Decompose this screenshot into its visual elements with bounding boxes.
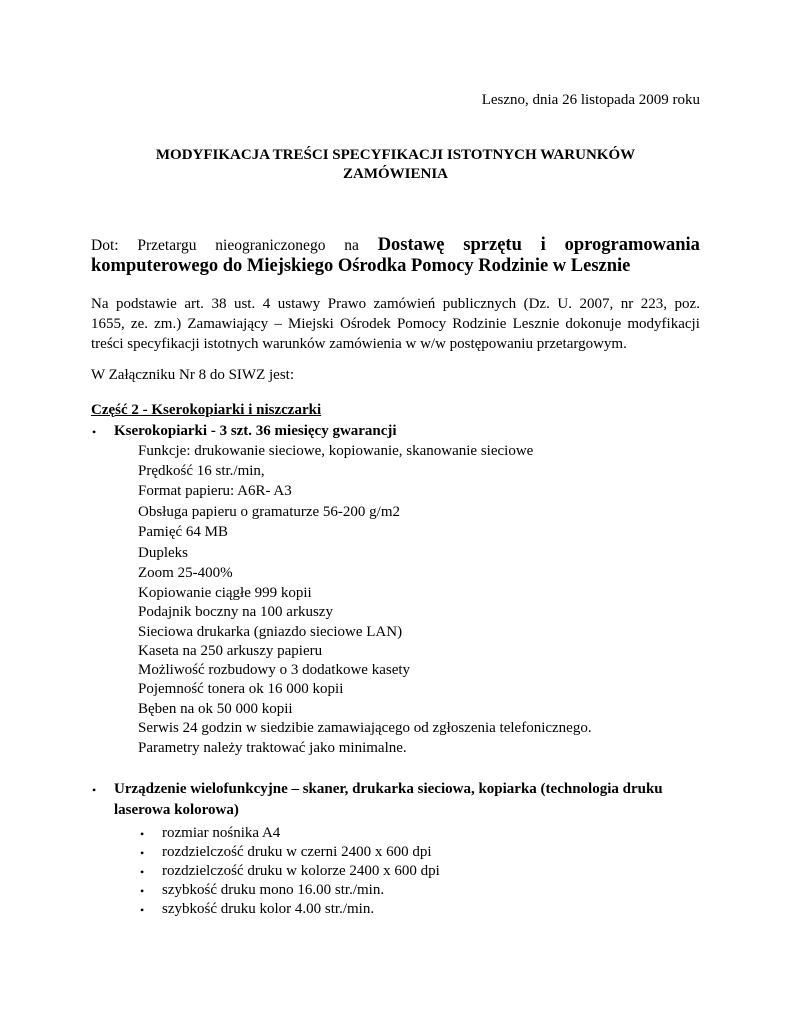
feature-item: rozdzielczość druku w kolorze 2400 x 600 dpi — [162, 863, 440, 879]
spec-item: Format papieru: A6R- A3 — [138, 483, 292, 499]
paragraph-word: Lesznie — [512, 316, 560, 332]
paragraph-word: dokonuje — [565, 316, 622, 332]
paragraph-word: podstawie — [116, 296, 177, 312]
paragraph-word: – — [274, 316, 282, 332]
subject-word-bold: sprzętu — [463, 235, 522, 255]
paragraph-word: 1655, — [91, 316, 125, 332]
document-title-line-2: ZAMÓWIENIA — [342, 166, 448, 182]
spec-item: Prędkość 16 str./min, — [138, 463, 265, 479]
bullet-icon: • — [140, 865, 145, 879]
paragraph-line-2 — [91, 314, 700, 334]
bullet-icon: • — [140, 827, 145, 841]
paragraph-word: Zamawiający — [187, 316, 269, 332]
paragraph-word: ze. — [130, 316, 148, 332]
section-2-label-line-2: laserowa kolorowa) — [114, 802, 239, 818]
feature-item: szybkość druku mono 16.00 str./min. — [162, 882, 385, 898]
spec-item: Kopiowanie ciągłe 999 kopii — [138, 585, 312, 601]
paragraph-word: 4 — [262, 296, 271, 312]
paragraph-word: art. — [184, 296, 204, 312]
subject-line — [91, 235, 700, 256]
bullet-icon: • — [140, 903, 145, 917]
subject-word: nieograniczonego — [215, 237, 326, 254]
spec-item: Pojemność tonera ok 16 000 kopii — [138, 681, 344, 697]
paragraph-word: zm.) — [154, 316, 182, 332]
spec-item: Pamięć 64 MB — [138, 524, 228, 540]
paragraph-line-3: treści specyfikacji istotnych warunków zamówienia w w/w postępowaniu przetargowym. — [91, 336, 627, 352]
spec-item: Sieciowa drukarka (gniazdo sieciowe LAN) — [138, 624, 403, 640]
bullet-icon: • — [140, 884, 145, 898]
paragraph-word: Rodzinie — [452, 316, 507, 332]
section-2-label-line-1: Urządzenie wielofunkcyjne – skaner, drukarka sieciowa, kopiarka (technologia druku — [114, 781, 663, 797]
paragraph-word: publicznych — [442, 296, 517, 312]
feature-item: szybkość druku kolor 4.00 str./min. — [162, 901, 375, 917]
spec-item: Funkcje: drukowanie sieciowe, kopiowanie, skanowanie sieciowe — [138, 443, 534, 459]
subject-word: Dot: — [91, 237, 119, 254]
paragraph-word: Ośrodek — [339, 316, 391, 332]
paragraph-word: Pomocy — [396, 316, 447, 332]
subject-word-bold: Dostawę — [377, 235, 445, 255]
paragraph-word: (Dz. — [523, 296, 550, 312]
spec-item: Dupleks — [138, 545, 188, 561]
spec-item: Obsługa papieru o gramaturze 56-200 g/m2 — [138, 504, 401, 520]
paragraph-word: 223, — [640, 296, 668, 312]
paragraph-word: ustawy — [277, 296, 321, 312]
spec-item: Serwis 24 godzin w siedzibie zamawiającego od zgłoszenia telefonicznego. — [138, 720, 592, 736]
subject-line-2: komputerowego do Miejskiego Ośrodka Pomocy Rodzinie w Lesznie — [91, 256, 631, 276]
legal-paragraph — [91, 294, 700, 354]
subject-word-bold: oprogramowania — [564, 235, 700, 255]
paragraph-word: poz. — [674, 296, 700, 312]
paragraph-line-1 — [91, 294, 700, 314]
paragraph-word: nr — [620, 296, 634, 312]
spec-item: Podajnik boczny na 100 arkuszy — [138, 604, 333, 620]
paragraph-word: Prawo — [327, 296, 367, 312]
document-title-line-1: MODYFIKACJA TREŚCI SPECYFIKACJI ISTOTNYCH WARUNKÓW — [155, 147, 636, 163]
spec-item: Kaseta na 250 arkuszy papieru — [138, 643, 323, 659]
paragraph-word: Na — [91, 296, 109, 312]
paragraph-word: zamówień — [373, 296, 436, 312]
part-heading: Część 2 - Kserokopiarki i niszczarki — [91, 402, 322, 418]
paragraph-word: 38 — [211, 296, 227, 312]
section-1-label: Kserokopiarki - 3 szt. 36 miesięcy gwarancji — [114, 423, 397, 439]
attachment-line: W Załączniku Nr 8 do SIWZ jest: — [91, 367, 294, 383]
bullet-icon: • — [92, 783, 97, 797]
paragraph-word: ust. — [233, 296, 256, 312]
paragraph-word: U. — [557, 296, 572, 312]
feature-item: rozmiar nośnika A4 — [162, 825, 281, 841]
spec-item: Parametry należy traktować jako minimalne. — [138, 740, 407, 756]
spec-item: Możliwość rozbudowy o 3 dodatkowe kasety — [138, 662, 411, 678]
spec-item: Bęben na ok 50 000 kopii — [138, 701, 293, 717]
subject-word: na — [344, 237, 359, 254]
paragraph-word: Miejski — [287, 316, 334, 332]
subject-word: Przetargu — [137, 237, 197, 254]
paragraph-word: 2007, — [579, 296, 614, 312]
bullet-icon: • — [140, 846, 145, 860]
subject-word-bold: i — [540, 235, 546, 255]
bullet-icon: • — [92, 425, 97, 439]
feature-item: rozdzielczość druku w czerni 2400 x 600 dpi — [162, 844, 432, 860]
document-date: Leszno, dnia 26 listopada 2009 roku — [481, 92, 700, 108]
paragraph-word: modyfikacji — [627, 316, 700, 332]
spec-item: Zoom 25-400% — [138, 565, 233, 581]
